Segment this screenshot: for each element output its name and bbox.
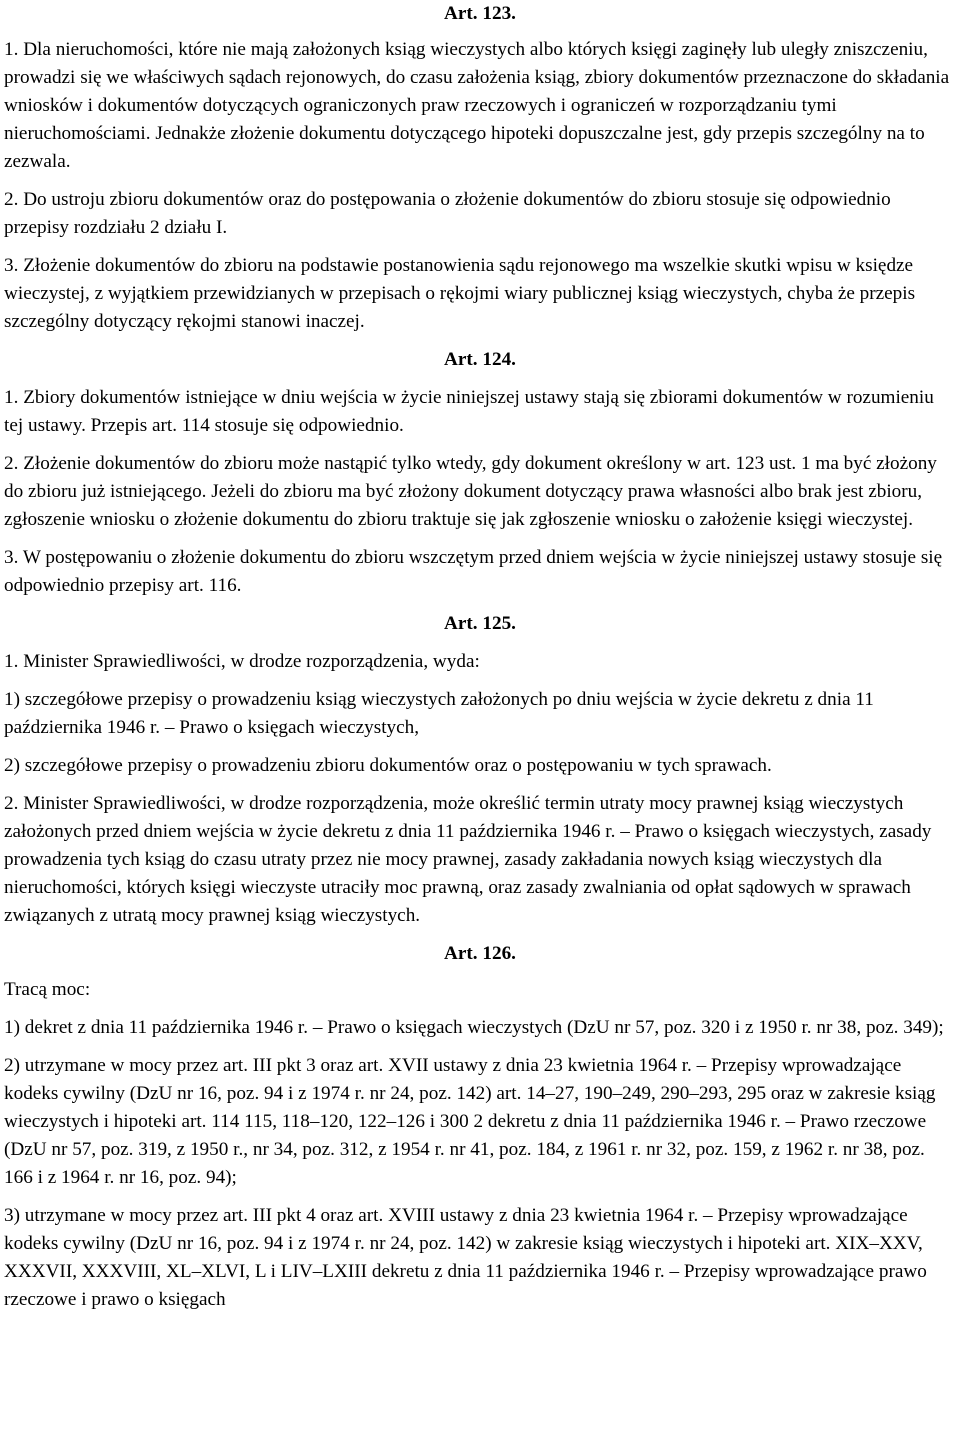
- paragraph: 1) szczegółowe przepisy o prowadzeniu ksiąg wieczystych założonych po dniu wejścia w życie dekretu z dnia 11 października 1946 r. – Prawo o księgach wieczystych,: [4, 689, 874, 738]
- paragraph: 1. Minister Sprawiedliwości, w drodze rozporządzenia, wyda:: [4, 651, 480, 672]
- article-heading: Art. 125.: [444, 613, 516, 634]
- paragraph: 3. W postępowaniu o złożenie dokumentu do zbioru wszczętym przed dniem wejścia w życie niniejszej ustawy stosuje się odpowiednio przepisy art. 116.: [4, 547, 943, 596]
- paragraph: 2. Do ustroju zbioru dokumentów oraz do postępowania o złożenie dokumentów do zbioru stosuje się odpowiednio przepisy rozdziału 2 działu I.: [4, 189, 891, 238]
- article-heading: Art. 124.: [444, 349, 516, 370]
- paragraph: 2. Złożenie dokumentów do zbioru może nastąpić tylko wtedy, gdy dokument określony w art. 123 ust. 1 ma być złożony do zbioru już istniejącego. Jeżeli do zbioru ma być złożony dokument dotyczący prawa własności albo brak jest zbioru, zgłoszenie wniosku o złożenie dokumentu do zbioru traktuje się jak zgłoszenie wniosku o założenie księgi wieczystej.: [4, 453, 937, 530]
- paragraph: 2. Minister Sprawiedliwości, w drodze rozporządzenia, może określić termin utraty mocy prawnej ksiąg wieczystych założonych przed dniem wejścia w życie dekretu z dnia 11 października 1946 r. – Prawo o księgach wieczystych, zasady prowadzenia tych ksiąg do czasu utraty przez nie mocy prawnej, zasady zakładania nowych ksiąg wieczystych dla nieruchomości, których księgi wieczyste utraciły moc prawną, oraz zasady zwalniania od opłat sądowych w sprawach związanych z utratą mocy prawnej ksiąg wieczystych.: [4, 793, 932, 926]
- paragraph: 2) szczegółowe przepisy o prowadzeniu zbioru dokumentów oraz o postępowaniu w tych sprawach.: [4, 755, 772, 776]
- paragraph: 1. Dla nieruchomości, które nie mają założonych ksiąg wieczystych albo których księgi zaginęły lub uległy zniszczeniu, prowadzi się we właściwych sądach rejonowych, do czasu założenia ksiąg, zbiory dokumentów przeznaczone do składania wniosków i dokumentów dotyczących ograniczonych praw rzeczowych i ograniczeń w rozporządzaniu tymi nieruchomościami. Jednakże złożenie dokumentu dotyczącego hipoteki dopuszczalne jest, gdy przepis szczególny na to zezwala.: [4, 39, 950, 172]
- paragraph: 1) dekret z dnia 11 października 1946 r. – Prawo o księgach wieczystych (DzU nr 57, poz. 320 i z 1950 r. nr 38, poz. 349);: [4, 1017, 944, 1038]
- paragraph: 2) utrzymane w mocy przez art. III pkt 3 oraz art. XVII ustawy z dnia 23 kwietnia 1964 r. – Przepisy wprowadzające kodeks cywilny (DzU nr 16, poz. 94 i z 1974 r. nr 24, poz. 142) art. 14–27, 190–249, 290–293, 295 oraz w zakresie ksiąg wieczystych i hipoteki art. 114 115, 118–120, 122–126 i 300 2 dekretu z dnia 11 października 1946 r. – Prawo rzeczowe (DzU nr 57, poz. 319, z 1950 r., nr 34, poz. 312, z 1954 r. nr 41, poz. 184, z 1961 r. nr 32, poz. 159, z 1962 r. nr 38, poz. 166 i z 1964 r. nr 16, poz. 94);: [4, 1055, 936, 1188]
- paragraph: Tracą moc:: [4, 979, 91, 1000]
- paragraph: 1. Zbiory dokumentów istniejące w dniu wejścia w życie niniejszej ustawy stają się zbiorami dokumentów w rozumieniu tej ustawy. Przepis art. 114 stosuje się odpowiednio.: [4, 387, 934, 436]
- paragraph: 3. Złożenie dokumentów do zbioru na podstawie postanowienia sądu rejonowego ma wszelkie skutki wpisu w księdze wieczystej, z wyjątkiem przewidzianych w przepisach o rękojmi wiary publicznej ksiąg wieczystych, chyba że przepis szczególny dotyczący rękojmi stanowi inaczej.: [4, 255, 916, 332]
- paragraph: 3) utrzymane w mocy przez art. III pkt 4 oraz art. XVIII ustawy z dnia 23 kwietnia 1964 r. – Przepisy wprowadzające kodeks cywilny (DzU nr 16, poz. 94 i z 1974 r. nr 24, poz. 142) w zakresie ksiąg wieczystych i hipoteki art. XIX–XXV, XXXVII, XXXVIII, XL–XLVI, L i LIV–LXIII dekretu z dnia 11 października 1946 r. – Przepisy wprowadzające prawo rzeczowe i prawo o księgach: [4, 1205, 927, 1310]
- article-heading: Art. 123.: [444, 3, 516, 24]
- article-heading: Art. 126.: [444, 943, 516, 964]
